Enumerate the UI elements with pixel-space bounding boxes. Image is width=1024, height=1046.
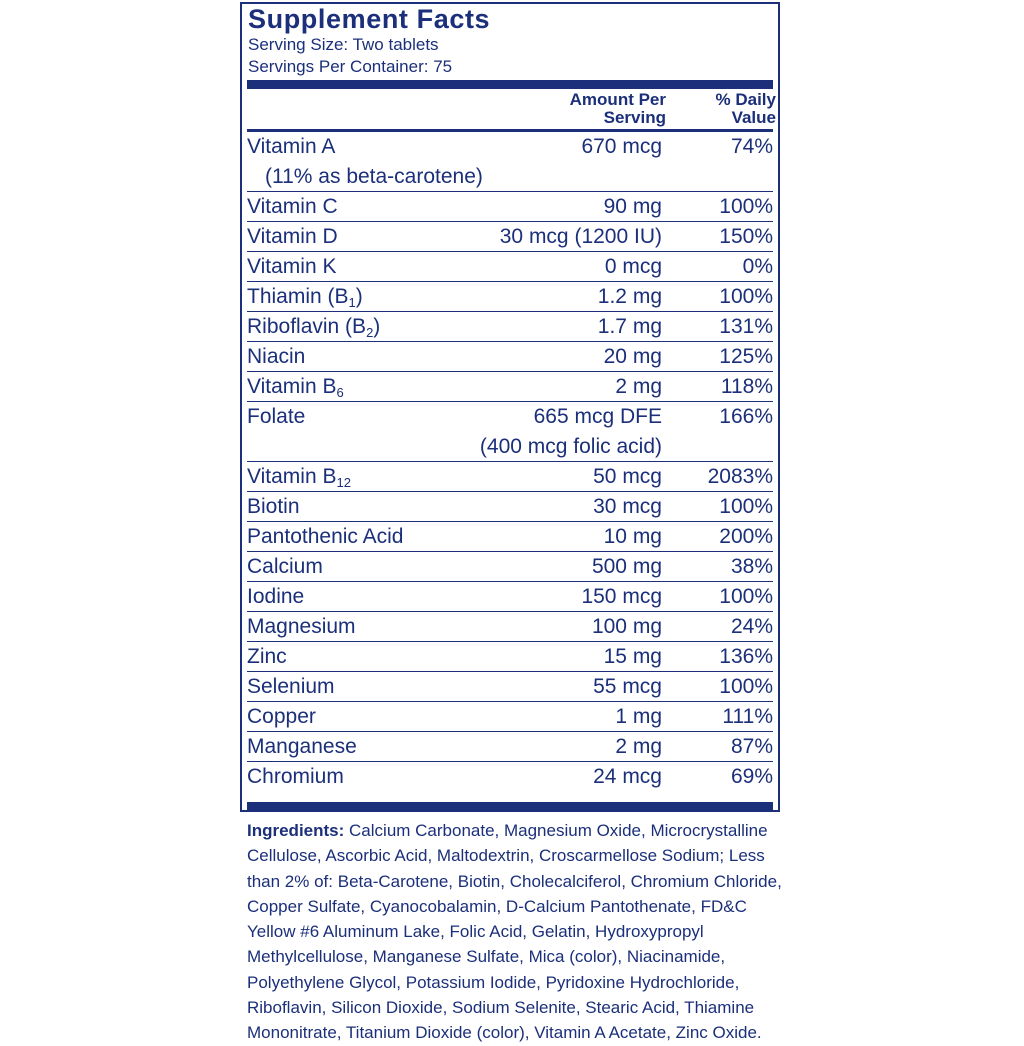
header-amount-line1: Amount Per [569, 90, 666, 109]
nutrient-amount: 1 mg [615, 705, 662, 728]
nutrient-row [247, 192, 773, 222]
nutrient-daily-value: 69% [730, 765, 773, 788]
nutrient-daily-value: 131% [719, 315, 773, 338]
nutrient-daily-value: 38% [730, 555, 773, 578]
header-daily-value [716, 91, 776, 127]
thick-divider-top [247, 80, 773, 89]
nutrient-name: Vitamin D [247, 225, 338, 248]
nutrient-daily-value: 100% [719, 675, 773, 698]
nutrient-name: Riboflavin $(B_2)$ [247, 315, 381, 340]
nutrient-amount-note: (400 mcg folic acid) [479, 435, 662, 458]
nutrient-amount: 2 mg [615, 375, 662, 398]
nutrient-amount: 100 mg [591, 615, 662, 638]
nutrient-daily-value: 100% [719, 195, 773, 218]
nutrient-name: Thiamin $(B_1)$ [247, 285, 363, 310]
nutrient-name: Manganese [247, 735, 357, 758]
ingredients-label: Ingredients: [247, 821, 345, 840]
nutrient-amount: 30 mcg [593, 495, 662, 518]
nutrient-row [247, 252, 773, 282]
nutrient-name: Iodine [247, 585, 305, 608]
nutrient-subscript: 6 [336, 385, 344, 400]
nutrient-amount: 20 mg [603, 345, 662, 368]
nutrient-amount: 15 mg [603, 645, 662, 668]
nutrient-daily-value: 125% [719, 345, 773, 368]
nutrient-name: Vitamin K [247, 255, 337, 278]
nutrient-daily-value: 24% [730, 615, 773, 638]
nutrient-row [247, 372, 773, 402]
nutrient-name: Calcium [247, 555, 323, 578]
nutrient-subscript: 1 [348, 295, 356, 310]
ingredients-block [247, 818, 787, 1046]
nutrient-amount: 50 mcg [593, 465, 662, 488]
thick-divider-bottom [247, 802, 773, 811]
nutrient-row [247, 462, 773, 492]
nutrient-name: Vitamin $B_6$ [247, 375, 344, 400]
nutrient-daily-value: 0% [742, 255, 773, 278]
nutrient-daily-value: 87% [730, 735, 773, 758]
nutrient-daily-value: 2083% [707, 465, 773, 488]
nutrient-daily-value: 200% [719, 525, 773, 548]
panel-title: Supplement Facts [248, 4, 491, 34]
nutrient-row [247, 342, 773, 372]
nutrient-amount: 10 mg [603, 525, 662, 548]
nutrient-name: Vitamin $B_{12}$ [247, 465, 351, 490]
nutrient-name: Selenium [247, 675, 335, 698]
nutrient-row [247, 522, 773, 552]
nutrient-name: Zinc [247, 645, 287, 668]
nutrient-name: Copper [247, 705, 316, 728]
header-amount-per-serving [570, 91, 666, 127]
nutrient-row [247, 702, 773, 732]
nutrient-row [247, 492, 773, 522]
nutrient-table [247, 132, 773, 791]
nutrient-amount: 55 mcg [593, 675, 662, 698]
nutrient-row [247, 732, 773, 762]
nutrient-amount: 1.7 mg [597, 315, 662, 338]
nutrient-daily-value: 136% [719, 645, 773, 668]
header-dv-line1: % Daily [715, 90, 776, 109]
nutrient-name: Niacin [247, 345, 306, 368]
nutrient-name: Pantothenic Acid [247, 525, 404, 548]
nutrient-daily-value: 74% [730, 135, 773, 158]
nutrient-amount: 1.2 mg [597, 285, 662, 308]
nutrient-name: Folate [247, 405, 306, 428]
nutrient-row [247, 612, 773, 642]
nutrient-amount: 500 mg [591, 555, 662, 578]
nutrient-note: (11% as beta-carotene) [265, 165, 483, 188]
nutrient-amount: 670 mcg [581, 135, 662, 158]
nutrient-daily-value: 118% [720, 375, 773, 398]
nutrient-amount: 150 mcg [581, 585, 662, 608]
nutrient-amount: 30 mcg (1200 IU) [499, 225, 662, 248]
supplement-facts-panel [240, 2, 780, 812]
nutrient-row [247, 552, 773, 582]
nutrient-subscript: 2 [366, 325, 374, 340]
ingredients-text: Calcium Carbonate, Magnesium Oxide, Microcrystalline Cellulose, Ascorbic Acid, Maltodextrin, Croscarmellose Sodium; Less than 2% of: Beta-Carotene, Biotin, Cholecalciferol, Chromium Chloride, Copper Sulfate, Cyanocobalamin, D-Calcium Pantothenate, FD&C Yellow #6 Aluminum Lake, Folic Acid, Gelatin, Hydroxypropyl Methylcellulose, Manganese Sulfate, Mica (color), Niacinamide, Polyethylene Glycol, Potassium Iodide, Pyridoxine Hydrochloride, Riboflavin, Silicon Dioxide, Sodium Selenite, Stearic Acid, Thiamine Mononitrate, Titanium Dioxide (color), Vitamin A Acetate, Zinc Oxide. [247, 821, 782, 1043]
nutrient-daily-value: 166% [719, 405, 773, 428]
nutrient-daily-value: 100% [719, 585, 773, 608]
nutrient-daily-value: 100% [719, 285, 773, 308]
nutrient-daily-value: 111% [722, 705, 773, 728]
nutrient-amount: 2 mg [615, 735, 662, 758]
nutrient-daily-value: 150% [719, 225, 773, 248]
nutrient-row [247, 132, 773, 192]
nutrient-row [247, 402, 773, 462]
nutrient-row [247, 312, 773, 342]
nutrient-row [247, 642, 773, 672]
nutrient-name: Biotin [247, 495, 300, 518]
nutrient-amount: 665 mcg DFE [533, 405, 662, 428]
header-amount-line2: Serving [603, 108, 666, 127]
nutrient-row [247, 762, 773, 791]
servings-per-container: Servings Per Container: 75 [248, 57, 453, 76]
nutrient-amount: 90 mg [603, 195, 662, 218]
header-dv-line2: Value [731, 108, 776, 127]
serving-size: Serving Size: Two tablets [248, 35, 439, 54]
nutrient-row [247, 582, 773, 612]
nutrient-name: Vitamin C [247, 195, 338, 218]
nutrient-row [247, 282, 773, 312]
nutrient-name: Vitamin A [247, 135, 336, 158]
nutrient-daily-value: 100% [719, 495, 773, 518]
nutrient-subscript: 12 [336, 475, 351, 490]
nutrient-amount: 0 mcg [604, 255, 662, 278]
nutrient-amount: 24 mcg [593, 765, 662, 788]
nutrient-name: Magnesium [247, 615, 356, 638]
nutrient-row [247, 222, 773, 252]
nutrient-name: Chromium [247, 765, 344, 788]
nutrient-row [247, 672, 773, 702]
